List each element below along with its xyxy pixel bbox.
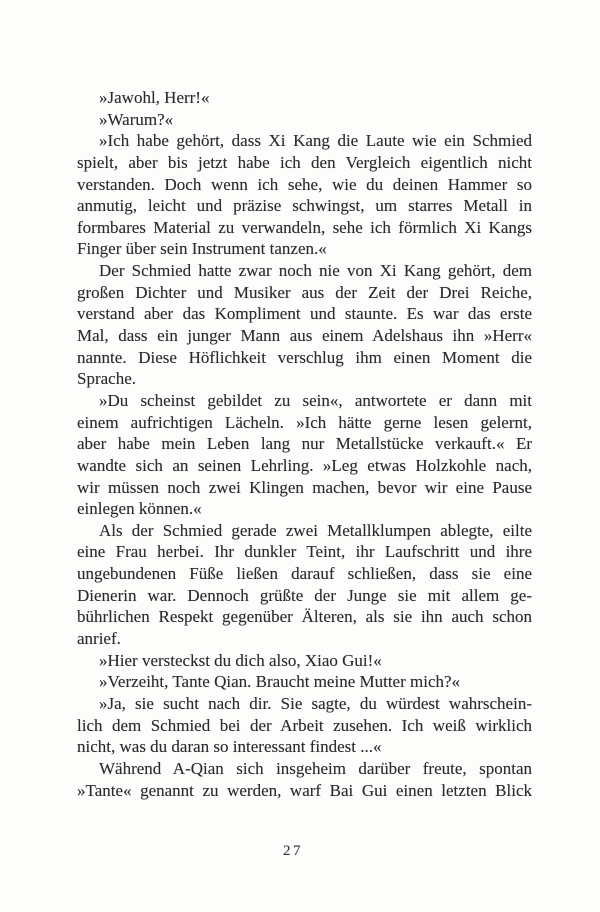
text-line: verstand aber das Kompliment und staunte. Es war das erste — [77, 304, 532, 324]
text-line: wandte sich an seinen Lehrling. »Leg etwas Holzkohle nach, — [77, 455, 532, 475]
text-line: Sprache. — [77, 369, 137, 389]
text-line: bührlichen Respekt gegenüber Älteren, als sie ihn auch schon — [77, 607, 532, 627]
text-line: »Du scheinst gebildet zu sein«, antwortete er dann mit — [99, 390, 532, 410]
text-line: »Ja, sie sucht nach dir. Sie sagte, du würdest wahrschein- — [99, 693, 532, 713]
text-line: Der Schmied hatte zwar noch nie von Xi Kang gehört, dem — [99, 261, 532, 281]
text-line: Dienerin war. Dennoch grüßte der Junge sie mit allem ge- — [77, 585, 532, 605]
text-line: lich dem Schmied bei der Arbeit zusehen. Ich weiß wirklich — [77, 715, 532, 735]
text-line: großen Dichter und Musiker aus der Zeit der Drei Reiche, — [77, 282, 532, 302]
text-line: formbares Material zu verwandeln, sehe ich förmlich Xi Kangs — [77, 217, 532, 237]
text-line: Als der Schmied gerade zwei Metallklumpen ablegte, eilte — [99, 520, 532, 540]
text-line: anmutig, leicht und präzise schwingst, um starres Metall in — [77, 196, 532, 216]
text-line: »Verzeiht, Tante Qian. Braucht meine Mutter mich?« — [99, 672, 461, 692]
text-line: aber habe mein Leben lang nur Metallstücke verkauft.« Er — [77, 434, 532, 454]
page-text — [77, 87, 532, 801]
text-line: wir müssen noch zwei Klingen machen, bevor wir eine Pause — [77, 477, 532, 497]
text-line: ungebundenen Füße ließen darauf schließen, dass sie eine — [77, 564, 532, 584]
text-line: einem aufrichtigen Lächeln. »Ich hätte gerne lesen gelernt, — [77, 412, 532, 432]
text-line: eine Frau herbei. Ihr dunkler Teint, ihr Laufschritt und ihre — [77, 542, 532, 562]
text-line: »Warum?« — [99, 109, 174, 129]
text-line: einlegen können.« — [77, 499, 202, 519]
text-line: »Hier versteckst du dich also, Xiao Gui!« — [99, 650, 382, 670]
text-line: anrief. — [77, 629, 121, 649]
text-line: »Ich habe gehört, dass Xi Kang die Laute wie ein Schmied — [99, 131, 532, 151]
text-line: verstanden. Doch wenn ich sehe, wie du deinen Hammer so — [77, 174, 532, 194]
text-line: spielt, aber bis jetzt habe ich den Vergleich eigentlich nicht — [77, 152, 532, 172]
text-line: nicht, was du daran so interessant findest ...« — [77, 737, 382, 757]
text-line: »Jawohl, Herr!« — [99, 88, 210, 107]
text-line: Finger über sein Instrument tanzen.« — [77, 239, 327, 259]
text-line: Während A-Qian sich insgeheim darüber freute, spontan — [99, 758, 532, 778]
text-line: nannte. Diese Höflichkeit verschlug ihm einen Moment die — [77, 347, 532, 367]
text-line: Mal, dass ein junger Mann aus einem Adelshaus ihn »Herr« — [77, 326, 532, 346]
text-line: »Tante« genannt zu werden, warf Bai Gui einen letzten Blick — [77, 780, 532, 800]
page-number: 27 — [283, 843, 303, 859]
